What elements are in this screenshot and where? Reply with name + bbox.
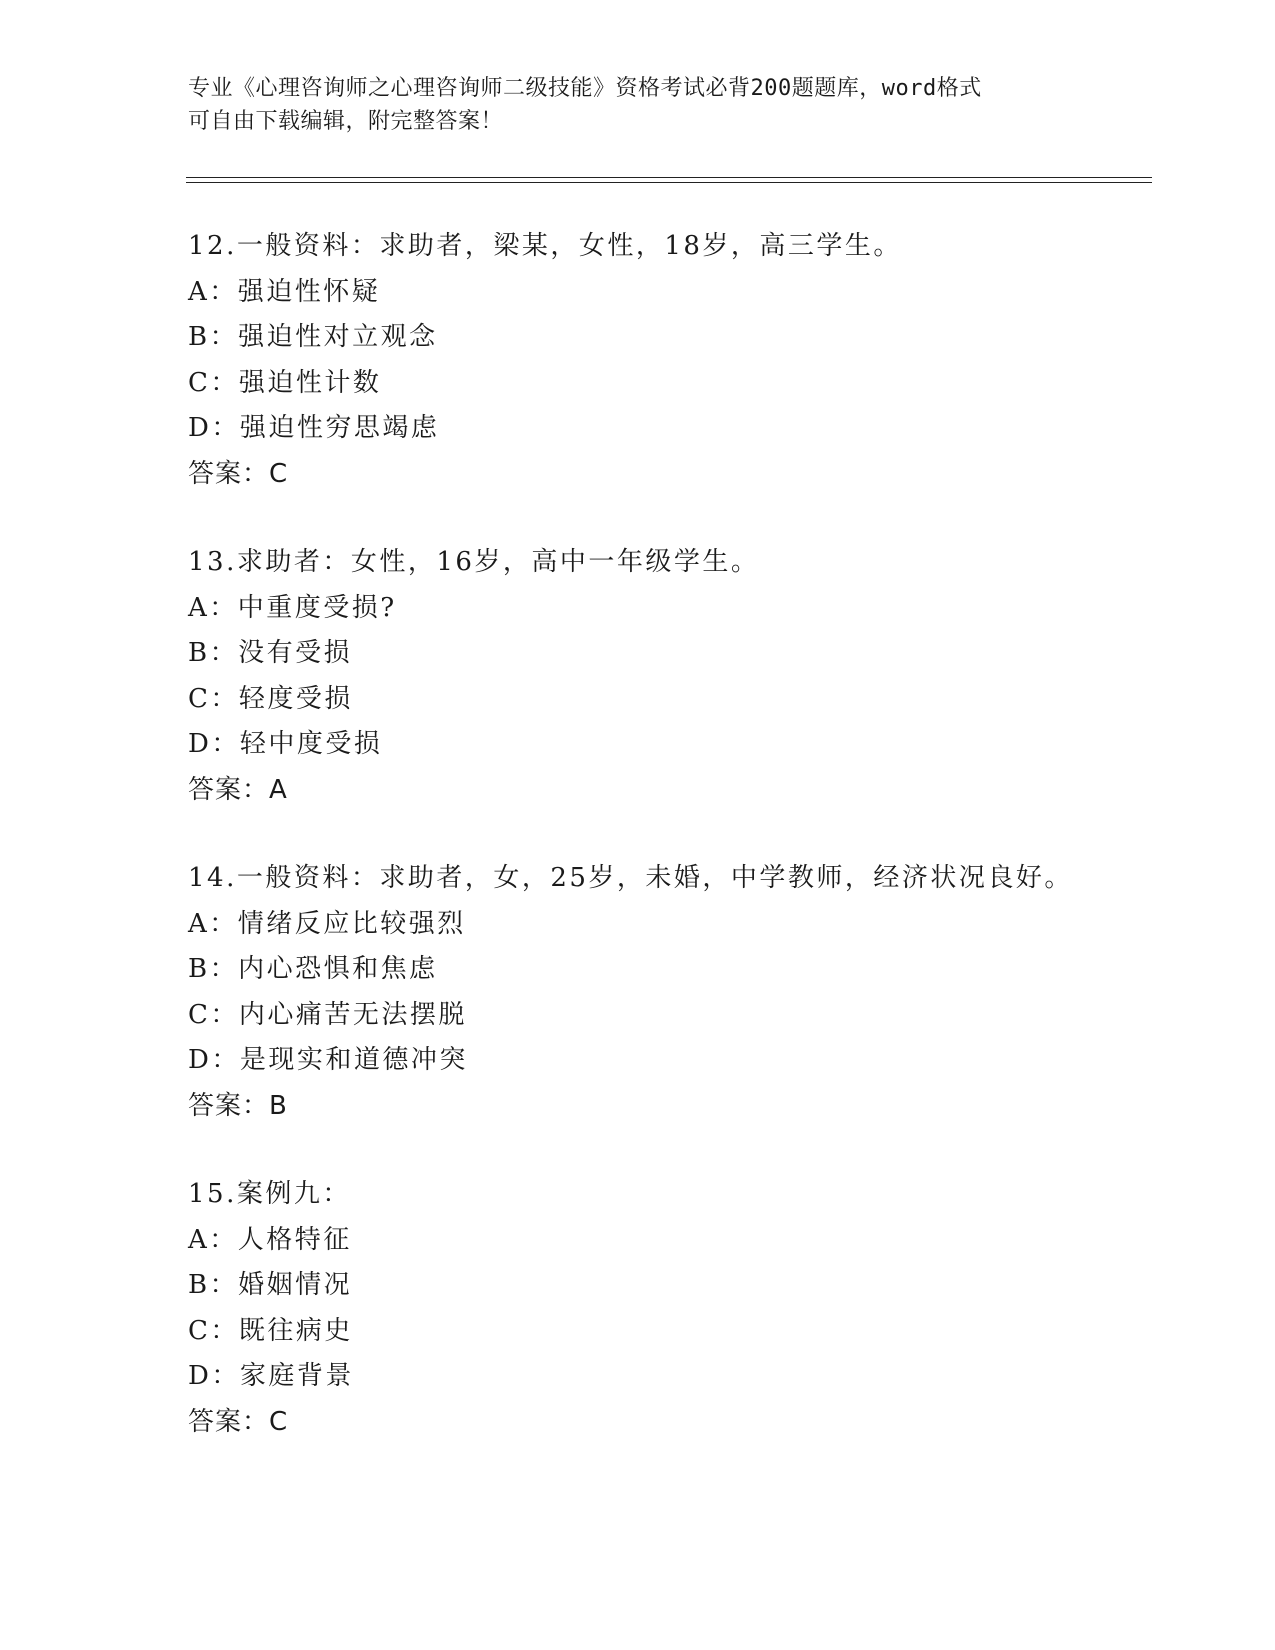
option-d: D：轻中度受损 <box>188 729 383 759</box>
option-a: A：情绪反应比较强烈 <box>188 908 466 939</box>
option-d: D：是现实和道德冲突 <box>188 1045 468 1075</box>
header-line-1: 专业《心理咨询师之心理咨询师二级技能》资格考试必背200题题库，word格式 <box>188 76 982 101</box>
header-divider-bottom <box>186 182 1152 183</box>
option-c: C：强迫性计数 <box>188 367 382 398</box>
question-stem: 14.一般资料：求助者，女，25岁，未婚，中学教师，经济状况良好。 <box>188 863 1073 893</box>
document-header <box>188 72 1088 138</box>
option-b: B：没有受损 <box>188 638 353 668</box>
answer-line: 答案：C <box>188 458 289 489</box>
question-stem: 13.求助者：女性，16岁，高中一年级学生。 <box>188 547 760 577</box>
option-d: D：家庭背景 <box>188 1361 354 1391</box>
answer-line: 答案：A <box>188 774 288 805</box>
question-stem: 12.一般资料：求助者，梁某，女性，18岁，高三学生。 <box>188 231 902 261</box>
option-b: B：强迫性对立观念 <box>188 322 438 352</box>
option-d: D：强迫性穷思竭虑 <box>188 413 440 443</box>
header-divider-top <box>186 177 1152 178</box>
option-b: B：内心恐惧和焦虑 <box>188 954 438 984</box>
question-12 <box>188 224 1168 497</box>
option-a: A：人格特征 <box>188 1224 352 1255</box>
answer-line: 答案：C <box>188 1406 289 1437</box>
option-c: C：既往病史 <box>188 1315 353 1346</box>
question-14 <box>188 856 1168 1129</box>
option-a: A：中重度受损? <box>188 592 397 623</box>
header-line-2: 可自由下载编辑，附完整答案！ <box>188 109 504 134</box>
option-c: C：内心痛苦无法摆脱 <box>188 999 467 1030</box>
option-b: B：婚姻情况 <box>188 1270 353 1300</box>
option-a: A：强迫性怀疑 <box>188 276 381 307</box>
question-15 <box>188 1172 1168 1445</box>
question-13 <box>188 540 1168 813</box>
question-stem: 15.案例九： <box>188 1179 351 1209</box>
option-c: C：轻度受损 <box>188 683 353 714</box>
answer-line: 答案：B <box>188 1090 288 1121</box>
